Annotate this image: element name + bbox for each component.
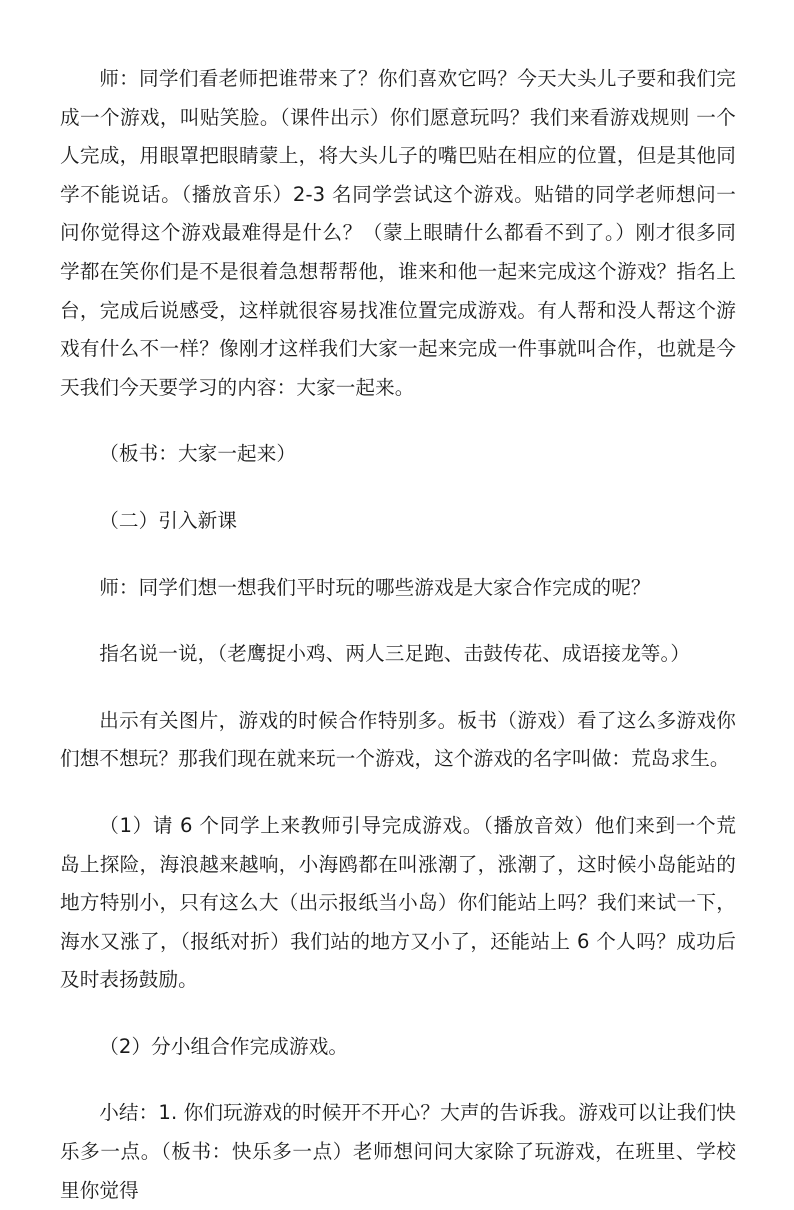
paragraph-gap: [60, 541, 736, 569]
paragraph-gap: [60, 474, 736, 502]
paragraph-island-game: （1）请 6 个同学上来教师引导完成游戏。（播放音效）他们来到一个荒岛上探险，海浪越来越响，小海鸥都在叫涨潮了，涨潮了，这时候小岛能站的地方特别小，只有这么大（出示报纸当小岛）你们能站上吗？我们来试一下，海水又涨了，（报纸对折）我们站的地方又小了，还能站上 6 个人吗？成功后及时表扬鼓励。: [60, 813, 736, 992]
paragraph-board-note: （板书：大家一起来）: [99, 442, 297, 466]
paragraph-gap: [60, 779, 736, 807]
paragraph-teacher-question: 师：同学们想一想我们平时玩的哪些游戏是大家合作完成的呢？: [99, 575, 651, 599]
section-heading: （二）引入新课: [99, 508, 238, 532]
paragraph-gap: [60, 607, 736, 635]
paragraph-gap: [60, 1066, 736, 1094]
paragraph-gap: [60, 674, 736, 702]
paragraph-gap: [60, 1000, 736, 1028]
paragraph-examples: 指名说一说，（老鹰捉小鸡、两人三足跑、击鼓传花、成语接龙等。）: [99, 642, 691, 666]
paragraph-summary: 小结：1. 你们玩游戏的时候开不开心？大声的告诉我。游戏可以让我们快乐多一点。（板书：快乐多一点）老师想问问大家除了玩游戏，在班里、学校里你觉得: [60, 1101, 736, 1202]
paragraph-intro-game: 师：同学们看老师把谁带来了？你们喜欢它吗？今天大头儿子要和我们完成一个游戏，叫贴笑脸。（课件出示）你们愿意玩吗？我们来看游戏规则 一个人完成，用眼罩把眼睛蒙上，将大头儿子的嘴巴贴在相应的位置，但是其他同学不能说话。（播放音乐）2-3 名同学尝试这个游戏。贴错的同学老师想问一问你觉得这个游戏最难得是什么？（蒙上眼睛什么都看不到了。）刚才很多同学都在笑你们是不是很着急想帮帮他，谁来和他一起来完成这个游戏？指名上台，完成后说感受，这样就很容易找准位置完成游戏。有人帮和没人帮这个游戏有什么不一样？像刚才这样我们大家一起来完成一件事就叫合作，也就是今天我们今天要学习的内容：大家一起来。: [60, 67, 736, 399]
paragraph-group-game: （2）分小组合作完成游戏。: [99, 1034, 349, 1058]
paragraph-gap: [60, 407, 736, 435]
paragraph-show-pictures: 出示有关图片，游戏的时候合作特别多。板书（游戏）看了这么多游戏你们想不想玩？那我们现在就来玩一个游戏，这个游戏的名字叫做：荒岛求生。: [60, 708, 736, 771]
